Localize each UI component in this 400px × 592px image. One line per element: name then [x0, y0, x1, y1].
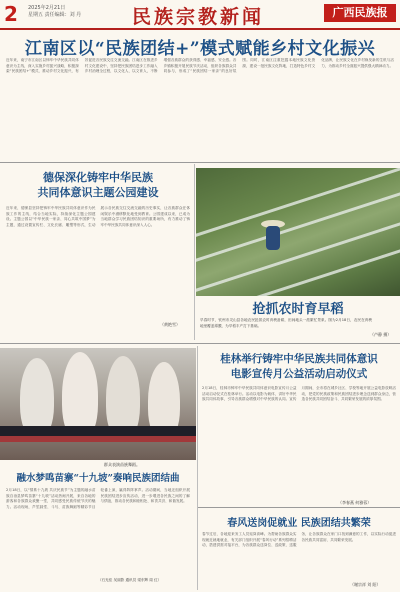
guilin-headline: [198, 352, 400, 382]
column-divider-bottom: [197, 346, 198, 590]
column-divider-top: [194, 164, 195, 340]
lead-article-body: 近年来，南宁市江南区以铸牢中华民族共同体意识为主线，深入实施乡村振兴战略，积极探索“民族团结+”模式，推动乡村文化振兴，有效促进各民族交往交流交融。江南区在推进乡村文化建设中，坚持把民族团结进步工作融入乡村治理全过程，以文化人、以文育人，不断增强各族群众的获得感、幸福感、安全感。各乡镇积极开展民族节庆活动，组织各族群众共同参与，形成了“民族团结一家亲”的良好氛围。同时，江南区注重挖掘本地民族文化资源，建设一批民族文化阵地，打造特色乡村文化品牌，让民族文化在乡村焕发新的生机与活力，为推动乡村全面振兴提供强大精神动力。: [6, 58, 394, 74]
park-byline: （黄艳雪）: [160, 322, 180, 327]
issue-date: 2025年2月21日: [28, 5, 66, 11]
section-divider: [0, 162, 400, 163]
farm-photo-credit: （卢静 摄）: [370, 332, 392, 337]
skirt-accent: [0, 436, 196, 442]
guilin-byline: （李春燕 何雅蓉）: [338, 500, 372, 505]
masthead: [0, 0, 400, 30]
date-line: [28, 5, 81, 19]
park-article-body: 近年来，德保县坚持把铸牢中华民族共同体意识作为民族工作的主线，结合当地实际，持续深化主题公园建设。主题公园以“中华民族一家亲、同心共筑中国梦”为主题，通过设置宣传栏、文化长廊、雕塑等形式，生动展示各民族交往交流交融的历史事实，让各族群众在休闲娱乐中潜移默化地受到教育。公园建成以来，已成为当地群众学习民族团结知识的重要场所，有力推动了铸牢中华民族共同体意识深入人心。: [6, 206, 190, 227]
festival-headline: 融水梦鸣苗寨“十九坡”奏响民族团结曲: [16, 473, 180, 484]
park-headline: [0, 170, 196, 200]
weekday-editor: 星期五 责任编辑：刘 丹: [28, 12, 82, 18]
skirt-band: [0, 426, 196, 436]
employment-byline: （谢宗祥 刘 阳）: [350, 582, 381, 587]
paper-name-badge: 广西民族报: [324, 4, 396, 22]
festival-article-body: 2月18日，以“情系十九坡 共庆民族节”为主题的融水苗族自治县梦鸣苗寨“十九坡”活动热闹开展，来自各地的游客和各族群众欢聚一堂，共同感受民族传统节庆的魅力。活动现场，芦笙踩堂、斗马、苗族舞蹈等精彩节目轮番上演，赢得阵阵掌声。活动期间，当地还组织开展民族团结进步宣传活动，进一步增进各民族之间的了解与情谊，推动各民族和睦相处、和衷共济、和谐发展。: [6, 488, 190, 509]
employment-headline: 春风送岗促就业 民族团结共繁荣: [227, 518, 371, 529]
employment-article-body: 春节过后，各地迎来务工人员返岗高峰。为帮助各族群众实现就近就地就业，有关部门组织开展“春风行动”系列招聘活动，搭建供需对接平台，为各族群众送岗位、送政策、送服务，让各族群众在家门口找到满意的工作，以实际行动促进各民族共同富裕、共同繁荣发展。: [202, 532, 396, 548]
farmer-figure: [266, 226, 280, 250]
festival-byline: （石光佳 吴丽影 通讯员 梁东辉 周 红）: [98, 578, 162, 582]
guilin-headline-line2: 电影宣传月公益活动启动仪式: [230, 368, 368, 380]
rice-seedling-photo: [196, 168, 400, 296]
section-divider: [198, 507, 400, 508]
section-title: 民族宗教新闻: [132, 6, 265, 28]
lead-headline: 江南区以“民族团结+”模式赋能乡村文化振兴: [24, 39, 376, 59]
page-number: 2: [4, 2, 18, 26]
section-divider: [0, 343, 400, 344]
guilin-article-body: 2月18日，桂林市铸牢中华民族共同体意识电影宣传月公益活动启动仪式在桂林举行。活动以电影为载体，讲好中华民族共同体故事，引导各族群众增强对中华民族的认同。宣传月期间，全市将在城乡社区、学校等地开展公益电影放映活动，把党的民族政策和民族团结进步理念送到群众身边，营造各民族共同团结奋斗、共同繁荣发展的浓厚氛围。: [202, 386, 396, 402]
miao-dance-photo: [0, 348, 196, 460]
dance-photo-caption: 群众表演苗族舞蹈。: [104, 462, 140, 467]
guilin-headline-line1: 桂林举行铸牢中华民族共同体意识: [220, 353, 378, 365]
farm-photo-title: 抢抓农时育早稻: [252, 302, 344, 317]
park-headline-line1: 德保深化铸牢中华民族: [43, 171, 153, 184]
park-headline-line2: 共同体意识主题公园建设: [37, 186, 159, 199]
farm-photo-caption: 早春时节，钦州市灵山县各地农民抢抓农时育秧备耕，田间地头一派繁忙景象。图为2月18日，农民在育秧地里覆盖薄膜，为早稻丰产打下基础。: [200, 318, 372, 328]
